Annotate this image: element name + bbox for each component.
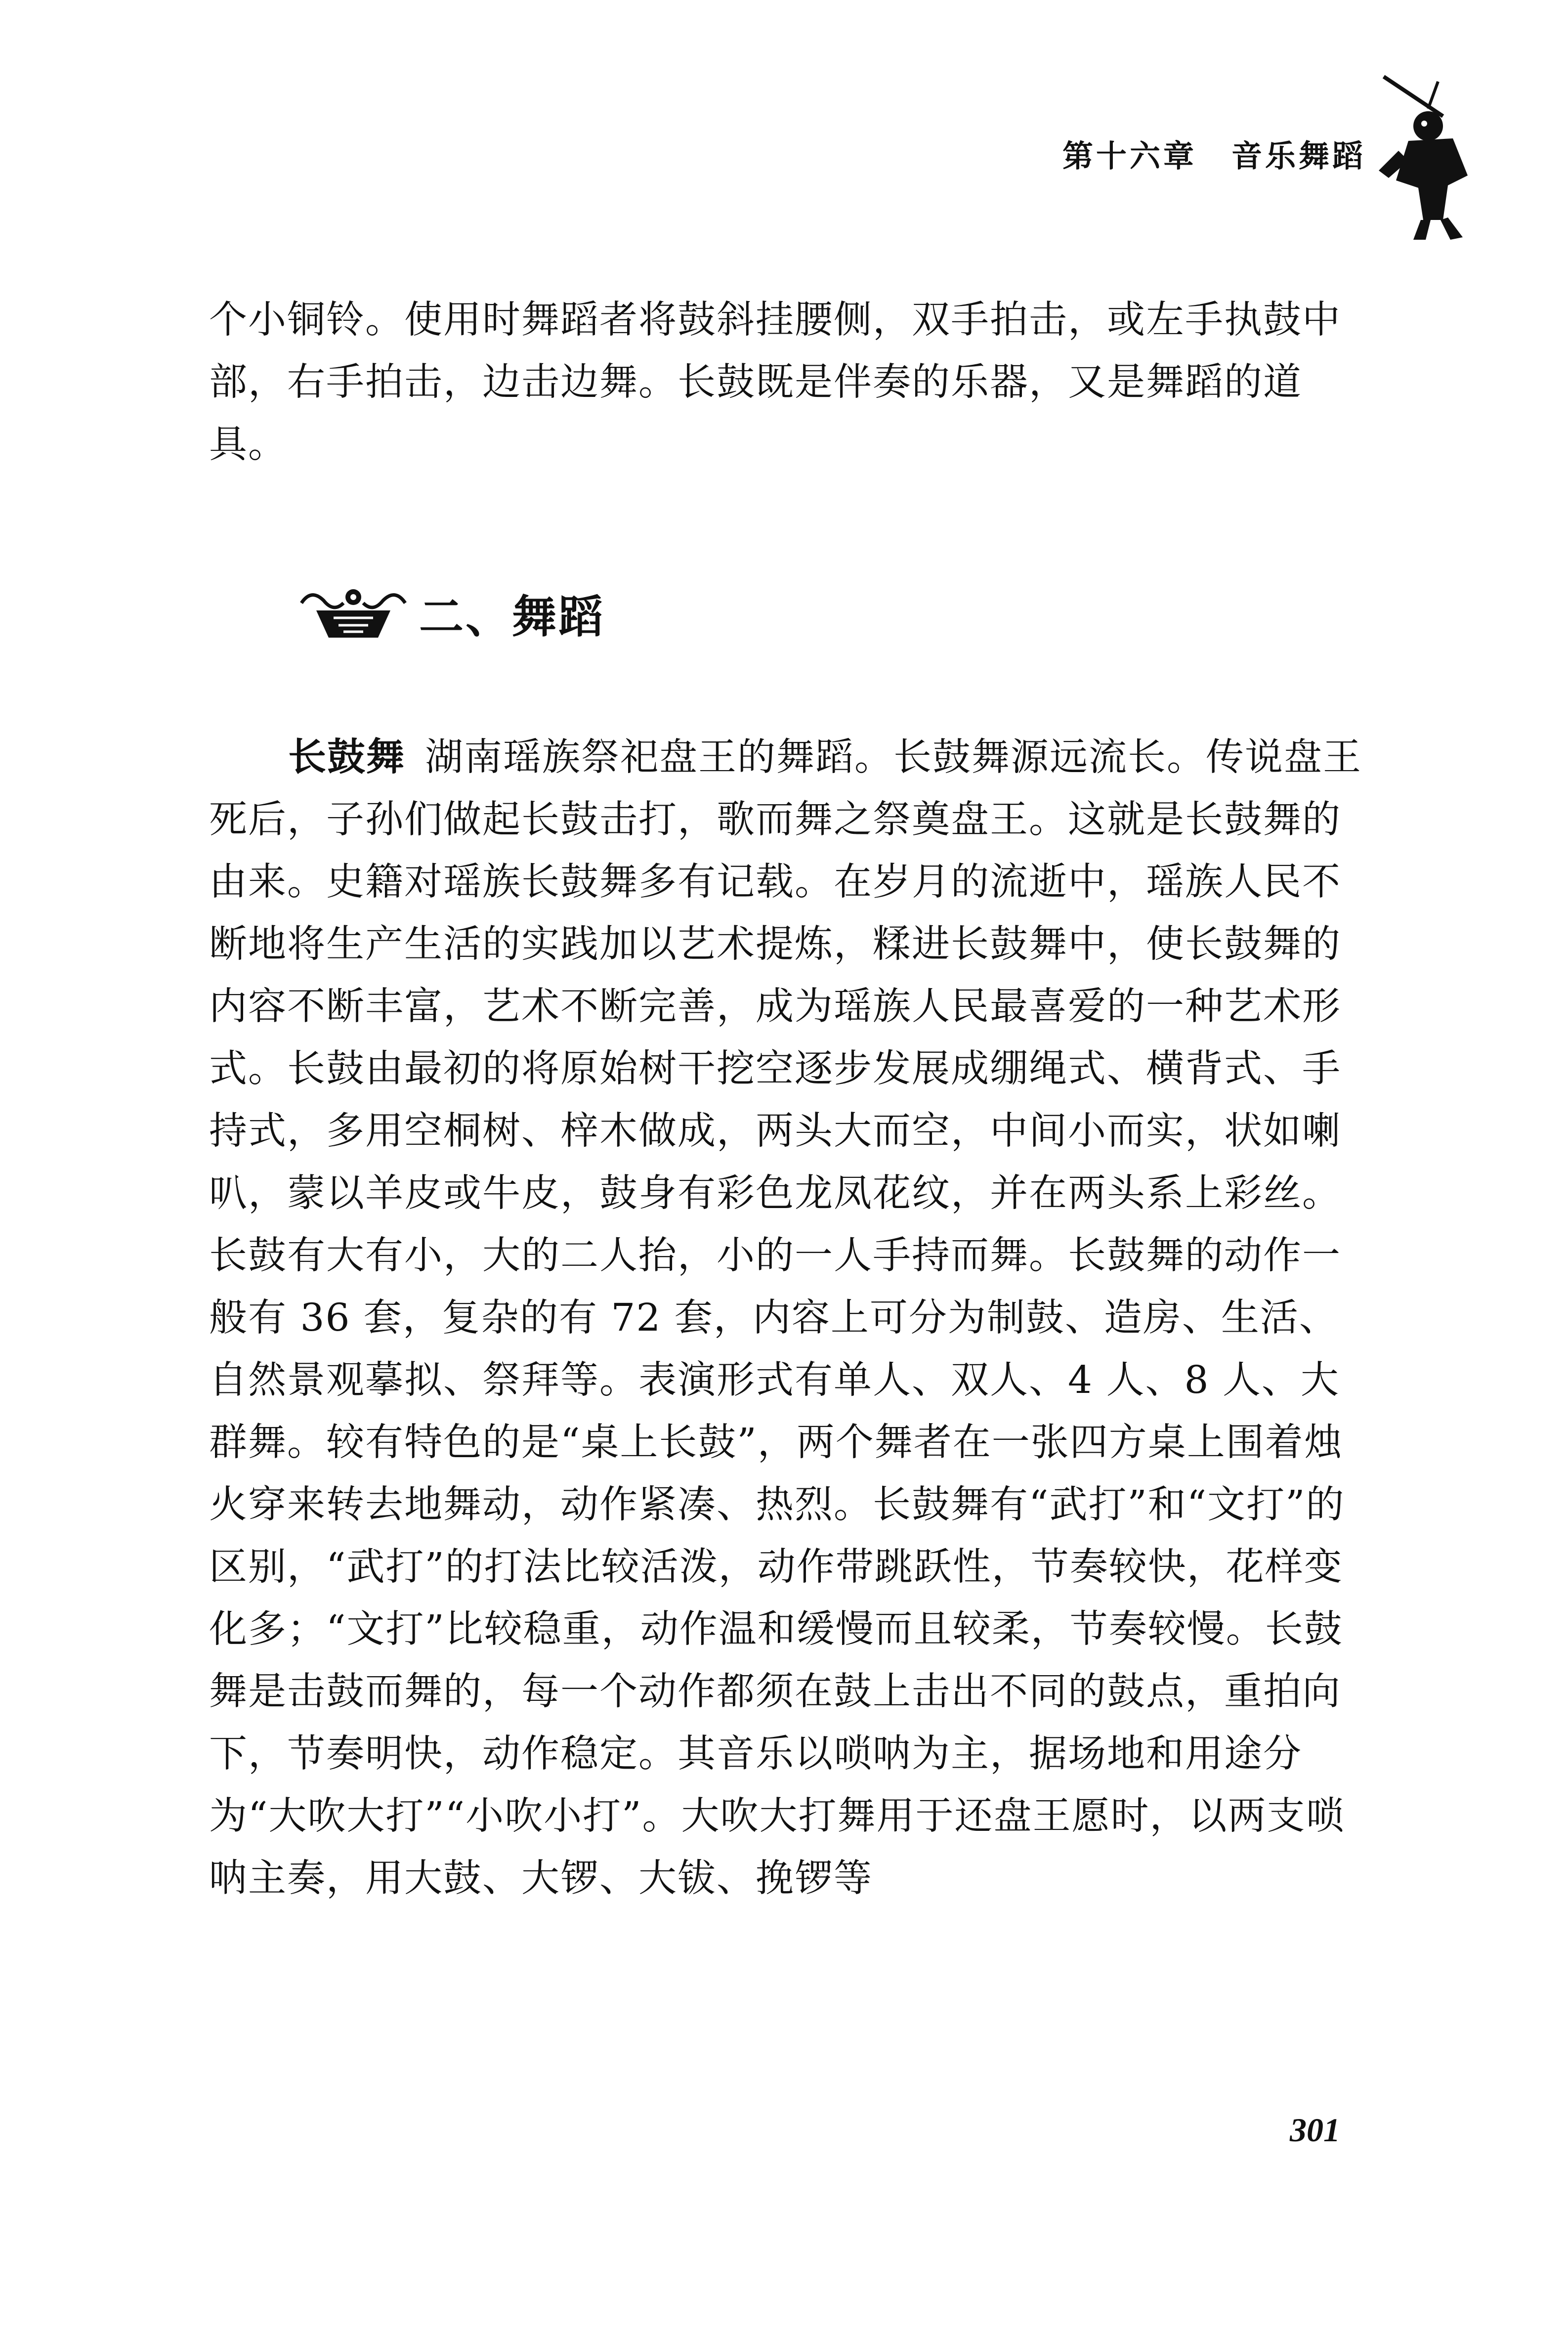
term-changgu-dance: 长鼓舞 [288,736,405,779]
running-header [1062,126,1366,180]
section-label: 音乐舞蹈 [1231,137,1366,174]
paragraph-body: 湖南瑶族祭祀盘王的舞蹈。长鼓舞源远流长。传说盘王死后，子孙们做起长鼓击打，歌而舞之祭奠盘王。这就是长鼓舞的由来。史籍对瑶族长鼓舞多有记载。在岁月的流逝中，瑶族人民不断地将生产生活的实践加以艺术提炼，糅进长鼓舞中，使长鼓舞的内容不断丰富，艺术不断完善，成为瑶族人民最喜爱的一种艺术形式。长鼓由最初的将原始树干挖空逐步发展成绷绳式、横背式、手持式，多用空桐树、梓木做成，两头大而空，中间小而实，状如喇叭，蒙以羊皮或牛皮，鼓身有彩色龙凤花纹，并在两头系上彩丝。长鼓有大有小，大的二人抬，小的一人手持而舞。长鼓舞的动作一般有 36 套，复杂的有 72 套，内容上可分为制鼓、造房、生活、自然景观摹拟、祭拜等。表演形式有单人、双人、4 人、8 人、大群舞。较有特色的是“桌上长鼓”，两个舞者在一张四方桌上围着烛火穿来转去地舞动，动作紧凑、热烈。长鼓舞有“武打”和“文打”的区别，“武打”的打法比较活泼，动作带跳跃性，节奏较快，花样变化多；“文打”比较稳重，动作温和缓慢而且较柔，节奏较慢。长鼓舞是击鼓而舞的，每一个动作都须在鼓上击出不同的鼓点，重拍向下，节奏明快，动作稳定。其音乐以唢呐为主，据场地和用途分为“大吹大打”“小吹小打”。大吹大打舞用于还盘王愿时，以两支唢呐主奏，用大鼓、大锣、大钹、挽锣等 [209,736,1362,1901]
page-number: 301 [1290,2111,1340,2149]
paragraph-intro: 个小铜铃。使用时舞蹈者将鼓斜挂腰侧，双手拍击，或左手执鼓中部，右手拍击，边击边舞。长鼓既是伴奏的乐器，又是舞蹈的道具。 [209,298,1341,467]
ornament-icon [297,583,410,643]
section-title: 二、舞蹈 [419,591,605,643]
paragraph-changgu-dance [209,727,1365,1910]
dancer-figure-icon [1369,72,1478,245]
chapter-label: 第十六章 [1062,137,1197,174]
section-heading [297,578,605,648]
